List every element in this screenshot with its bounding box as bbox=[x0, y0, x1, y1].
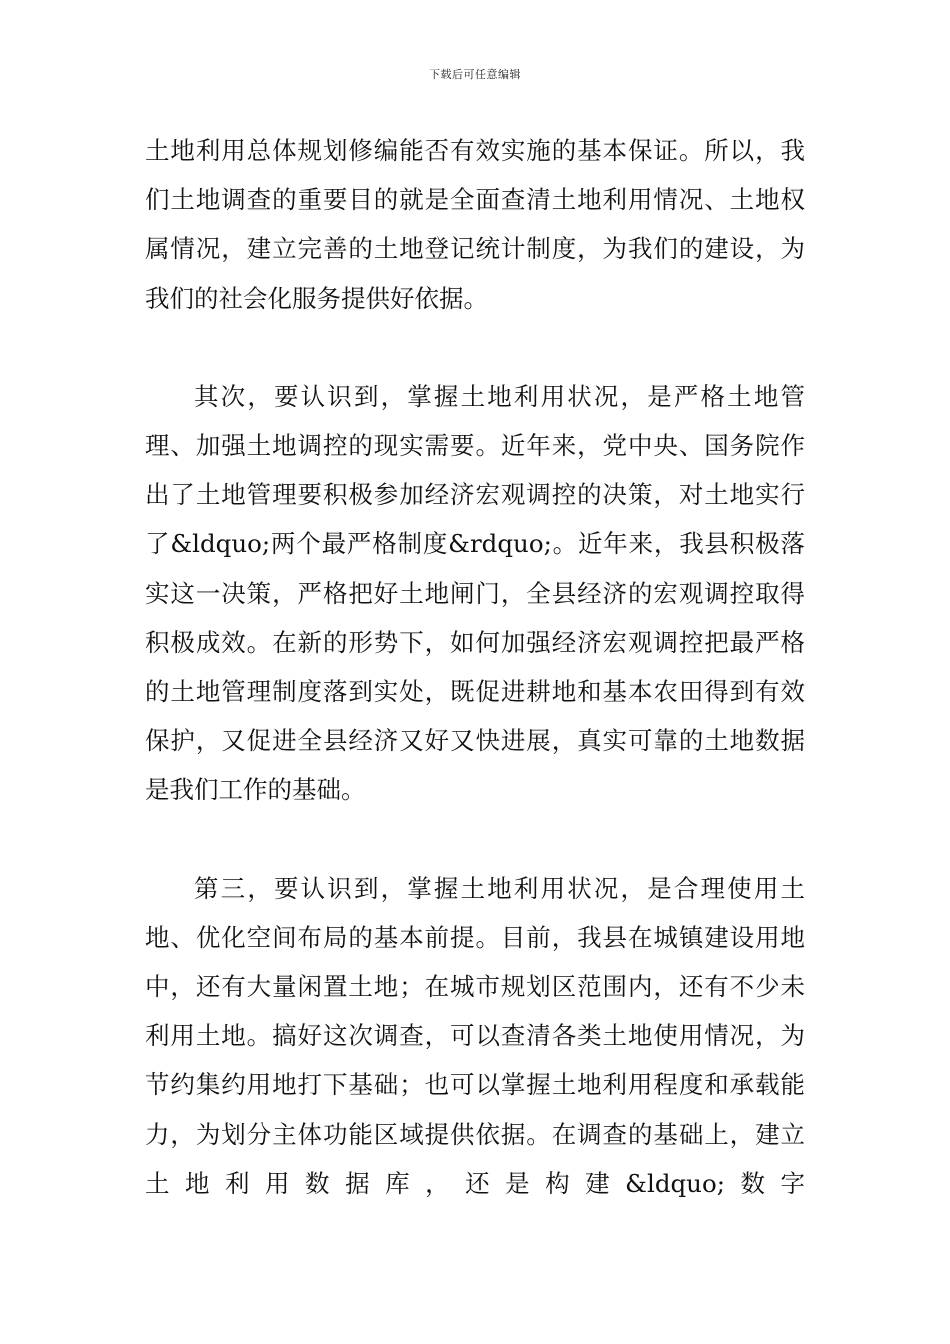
paragraph-second: 其次，要认识到，掌握土地利用状况，是严格土地管理、加强土地调控的现实需要。近年来，党中央、国务院作出了土地管理要积极参加经济宏观调控的决策，对土地实行了&ldquo;两个最严格制度&rdquo;。近年来，我县积极落实这一决策，严格把好土地闸门，全县经济的宏观调控取得积极成效。在新的形势下，如何加强经济宏观调控把最严格的土地管理制度落到实处，既促进耕地和基本农田得到有效保护，又促进全县经济又好又快进展，真实可靠的土地数据是我们工作的基础。 bbox=[145, 381, 805, 805]
paragraph-continued: 土地利用总体规划修编能否有效实施的基本保证。所以，我们土地调查的重要目的就是全面查清土地利用情况、土地权属情况，建立完善的土地登记统计制度，为我们的建设，为我们的社会化服务提供好依据。 bbox=[145, 136, 805, 313]
paragraph-spacer bbox=[145, 323, 805, 372]
document-body bbox=[145, 126, 805, 1208]
page-header-note: 下载后可任意编辑 bbox=[429, 68, 521, 81]
paragraph-third: 第三，要认识到，掌握土地利用状况，是合理使用土地、优化空间布局的基本前提。目前，我县在城镇建设用地中，还有大量闲置土地；在城市规划区范围内，还有不少未利用土地。搞好这次调查，可以查清各类土地使用情况，为节约集约用地打下基础；也可以掌握土地利用程度和承载能力，为划分主体功能区域提供依据。在调查的基础上，建立土地利用数据库，还是构建&ldquo;数字 bbox=[145, 873, 805, 1198]
paragraph-spacer bbox=[145, 815, 805, 864]
